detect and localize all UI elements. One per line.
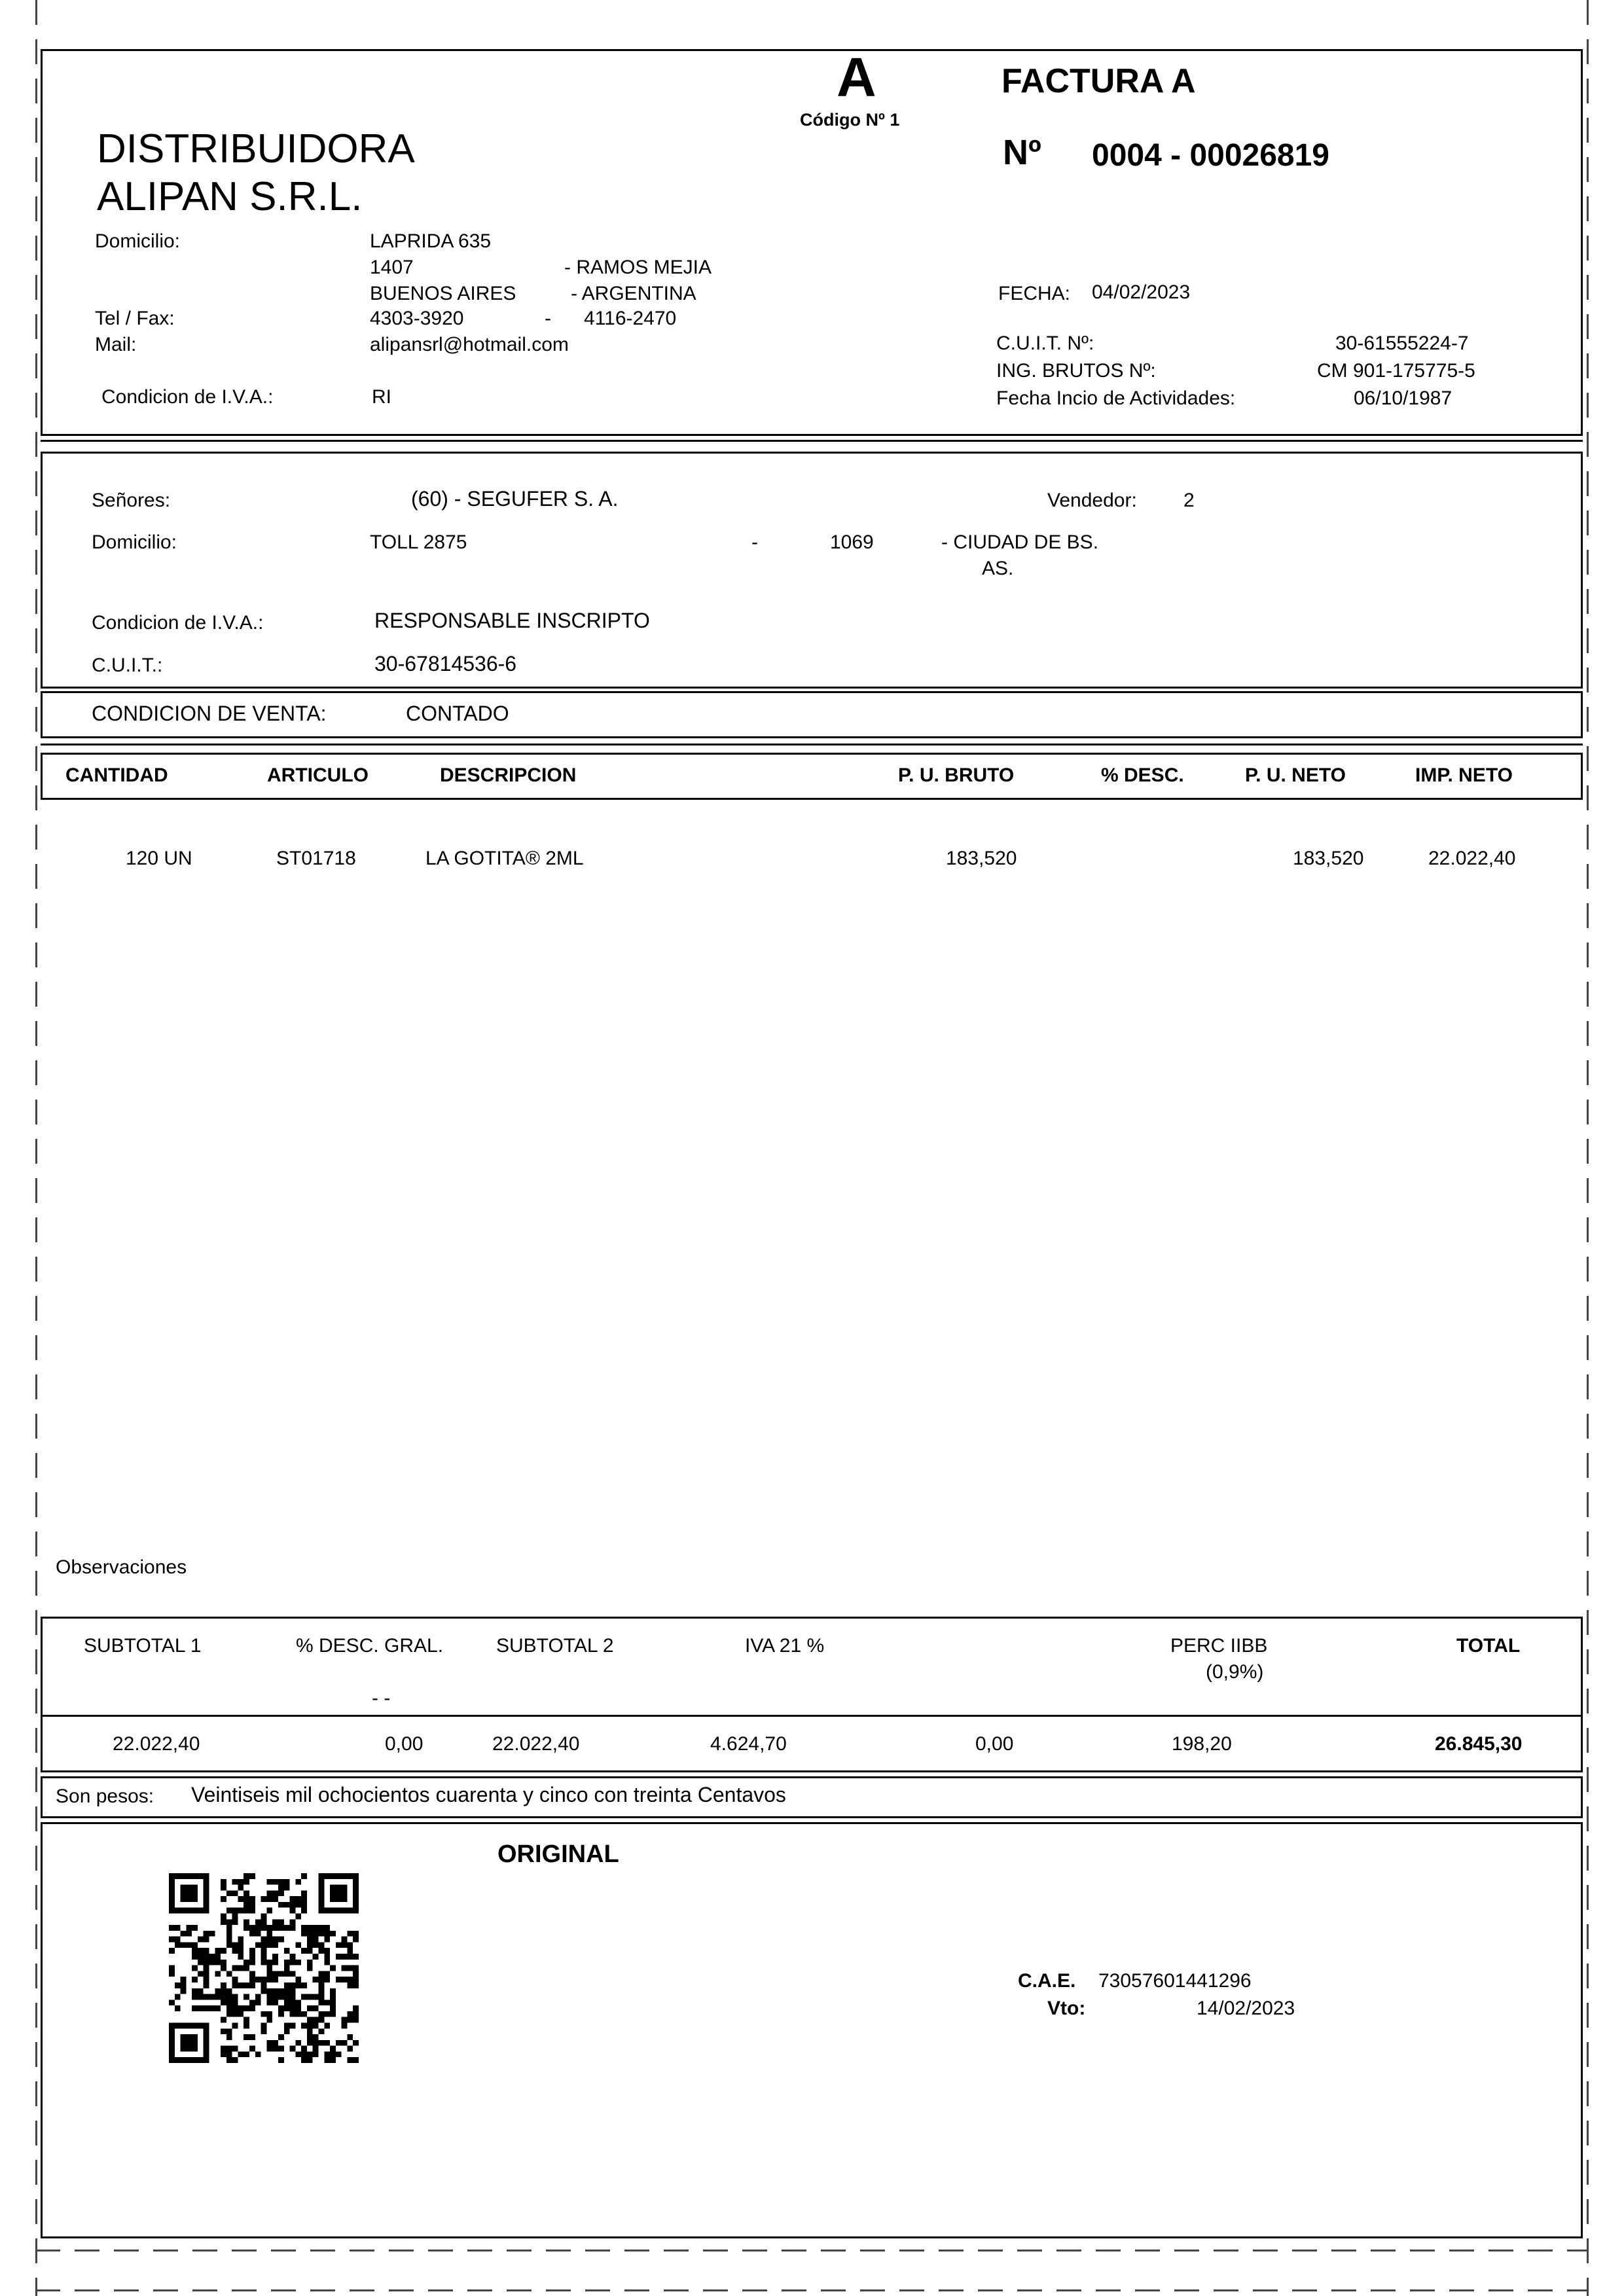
customer-iva-value: RESPONSABLE INSCRIPTO — [374, 609, 650, 632]
seller-mail-label: Mail: — [95, 334, 137, 355]
totals-value-desc-gral: 0,00 — [385, 1733, 424, 1755]
totals-header-total: TOTAL — [1456, 1635, 1521, 1657]
totals-value-total: 26.845,30 — [1435, 1733, 1523, 1755]
totals-desc-dashes: - - — [372, 1687, 391, 1709]
customer-domicilio-label: Domicilio: — [92, 531, 177, 553]
col-header-descripcion: DESCRIPCION — [440, 764, 577, 786]
totals-header-subtotal1: SUBTOTAL 1 — [84, 1635, 202, 1657]
customer-cp: 1069 — [830, 531, 874, 553]
totals-value-perc-iibb: 198,20 — [1172, 1733, 1232, 1755]
item-cantidad: 120 UN — [126, 848, 192, 869]
cae-label: C.A.E. — [1018, 1970, 1076, 1992]
condicion-venta-label: CONDICION DE VENTA: — [92, 702, 327, 725]
vto-label: Vto: — [1047, 1998, 1086, 2019]
original-label: ORIGINAL — [497, 1840, 619, 1868]
seller-cuit-value: 30-61555224-7 — [1335, 332, 1469, 354]
seller-iibb-value: CM 901-175775-5 — [1317, 360, 1475, 382]
vendedor-label: Vendedor: — [1047, 490, 1137, 511]
col-header-cantidad: CANTIDAD — [65, 764, 168, 786]
totals-header-subtotal2: SUBTOTAL 2 — [496, 1635, 614, 1657]
totals-divider — [41, 1715, 1583, 1717]
son-pesos-text: Veintiseis mil ochocientos cuarenta y cinco con treinta Centavos — [191, 1783, 786, 1806]
customer-cuit-value: 30-67814536-6 — [374, 652, 517, 675]
item-imp-neto: 22.022,40 — [1428, 848, 1516, 869]
col-header-pu-bruto: P. U. BRUTO — [898, 764, 1015, 786]
totals-value-iva: 4.624,70 — [710, 1733, 787, 1755]
invoice-type-title: FACTURA A — [1001, 62, 1196, 100]
item-descripcion: LA GOTITA® 2ML — [425, 848, 584, 869]
qr-code — [169, 1873, 359, 2063]
invoice-letter-code: Código Nº 1 — [800, 110, 900, 130]
seller-domicilio-label: Domicilio: — [95, 230, 181, 252]
totals-header-desc-gral: % DESC. GRAL. — [296, 1635, 444, 1657]
seller-inicio-label: Fecha Incio de Actividades: — [996, 387, 1236, 409]
condicion-venta-value: CONTADO — [406, 702, 509, 725]
vendedor-value: 2 — [1183, 490, 1195, 511]
double-rule-2 — [41, 744, 1583, 745]
customer-senores-label: Señores: — [92, 490, 171, 511]
col-header-articulo: ARTICULO — [267, 764, 369, 786]
fecha-value: 04/02/2023 — [1092, 281, 1191, 303]
col-header-imp-neto: IMP. NETO — [1415, 764, 1513, 786]
left-perforation-line — [35, 0, 37, 2296]
customer-domicilio: TOLL 2875 — [370, 531, 467, 553]
invoice-letter: A — [837, 46, 876, 108]
customer-city-line2: AS. — [982, 558, 1014, 579]
cae-value: 73057601441296 — [1098, 1970, 1252, 1992]
customer-city-line1: - CIUDAD DE BS. — [941, 531, 1099, 553]
seller-phone-sep: - — [545, 308, 551, 329]
seller-zip: 1407 — [370, 257, 414, 278]
totals-header-perc-iibb: PERC IIBB — [1170, 1635, 1268, 1657]
seller-name-line2: ALIPAN S.R.L. — [97, 174, 363, 219]
observaciones-label: Observaciones — [56, 1556, 187, 1578]
seller-address1: LAPRIDA 635 — [370, 230, 492, 252]
customer-cuit-label: C.U.I.T.: — [92, 655, 163, 676]
totals-header-iva: IVA 21 % — [745, 1635, 825, 1657]
seller-inicio-value: 06/10/1987 — [1354, 387, 1453, 409]
fecha-label: FECHA: — [998, 283, 1071, 304]
totals-value-subtotal2: 22.022,40 — [492, 1733, 580, 1755]
totals-value-subtotal1: 22.022,40 — [113, 1733, 200, 1755]
col-header-pu-neto: P. U. NETO — [1245, 764, 1346, 786]
col-header-desc: % DESC. — [1101, 764, 1184, 786]
vto-value: 14/02/2023 — [1197, 1998, 1295, 2019]
seller-iva-value: RI — [372, 386, 391, 408]
totals-value-extra: 0,00 — [975, 1733, 1014, 1755]
customer-iva-label: Condicion de I.V.A.: — [92, 612, 264, 634]
bottom-perforation-line-1 — [35, 2250, 1589, 2251]
item-pu-neto: 183,520 — [1293, 848, 1364, 869]
seller-province: BUENOS AIRES — [370, 283, 516, 304]
item-articulo: ST01718 — [276, 848, 356, 869]
customer-box — [41, 452, 1583, 689]
customer-dash: - — [751, 531, 758, 553]
seller-name-line1: DISTRIBUIDORA — [97, 126, 415, 171]
seller-mail: alipansrl@hotmail.com — [370, 334, 569, 355]
seller-phone2: 4116-2470 — [584, 308, 677, 329]
invoice-number-label: Nº — [1003, 133, 1041, 172]
seller-city: - RAMOS MEJIA — [564, 257, 712, 278]
totals-header-perc-iibb-rate: (0,9%) — [1206, 1661, 1264, 1683]
right-perforation-line — [1587, 0, 1589, 2296]
seller-phone1: 4303-3920 — [370, 308, 464, 329]
seller-cuit-label: C.U.I.T. Nº: — [996, 332, 1094, 354]
item-pu-bruto: 183,520 — [946, 848, 1017, 869]
seller-country: - ARGENTINA — [571, 283, 696, 304]
seller-iibb-label: ING. BRUTOS Nº: — [996, 360, 1156, 382]
invoice-number-value: 0004 - 00026819 — [1092, 138, 1329, 173]
seller-telfax-label: Tel / Fax: — [95, 308, 175, 329]
seller-iva-label: Condicion de I.V.A.: — [101, 386, 274, 408]
son-pesos-label: Son pesos: — [56, 1785, 154, 1807]
bottom-perforation-line-2 — [35, 2289, 1589, 2291]
customer-name: (60) - SEGUFER S. A. — [411, 487, 619, 511]
double-rule-1 — [41, 440, 1583, 442]
